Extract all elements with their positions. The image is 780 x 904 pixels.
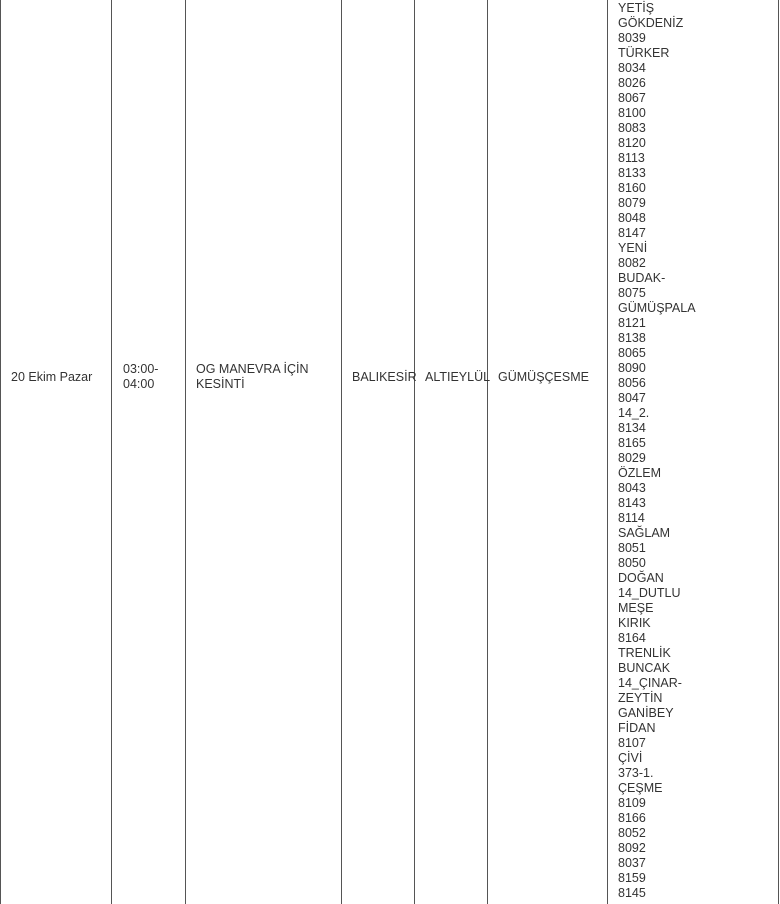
street-item: 14_2. bbox=[618, 406, 650, 420]
street-item: 8075 bbox=[618, 286, 646, 300]
street-item: BUDAK- bbox=[618, 271, 666, 285]
street-item: 8147 bbox=[618, 226, 646, 240]
street-item: 8048 bbox=[618, 211, 646, 225]
street-item: YENİ bbox=[618, 241, 648, 255]
street-item: ZEYTİN bbox=[618, 691, 663, 705]
column-divider bbox=[487, 0, 488, 904]
street-item: 8164 bbox=[618, 631, 646, 645]
street-item: 8039 bbox=[618, 31, 646, 45]
street-item: 8166 bbox=[618, 811, 646, 825]
street-item: TRENLİK bbox=[618, 646, 671, 660]
streets-cell bbox=[618, 1, 728, 901]
street-item: MEŞE bbox=[618, 601, 654, 615]
street-item: 8043 bbox=[618, 481, 646, 495]
street-item: 8050 bbox=[618, 556, 646, 570]
street-item: 8107 bbox=[618, 736, 646, 750]
street-item: 8034 bbox=[618, 61, 646, 75]
street-item: 8029 bbox=[618, 451, 646, 465]
street-item: GANİBEY bbox=[618, 706, 674, 720]
street-item: 14_DUTLU bbox=[618, 586, 681, 600]
street-item: TÜRKER bbox=[618, 46, 670, 60]
district-cell: ALTIEYLÜL bbox=[425, 370, 491, 384]
street-item: 8114 bbox=[618, 511, 645, 525]
street-item: ÇİVİ bbox=[618, 751, 643, 765]
city-cell: BALIKESİR bbox=[352, 370, 417, 384]
column-divider bbox=[185, 0, 186, 904]
street-item: 8079 bbox=[618, 196, 646, 210]
street-item: 14_ÇINAR- bbox=[618, 676, 682, 690]
street-item: 8090 bbox=[618, 361, 646, 375]
street-item: 8113 bbox=[618, 151, 645, 165]
street-item: 8159 bbox=[618, 871, 646, 885]
street-item: 8092 bbox=[618, 841, 646, 855]
street-item: 8082 bbox=[618, 256, 646, 270]
column-divider bbox=[607, 0, 608, 904]
street-item: 8120 bbox=[618, 136, 646, 150]
street-item: GÖKDENİZ bbox=[618, 16, 684, 30]
street-item: 8109 bbox=[618, 796, 646, 810]
street-item: GÜMÜŞPALA bbox=[618, 301, 696, 315]
street-item: 8051 bbox=[618, 541, 646, 555]
column-divider bbox=[414, 0, 415, 904]
street-item: SAĞLAM bbox=[618, 526, 671, 540]
street-item: 8133 bbox=[618, 166, 646, 180]
column-divider bbox=[111, 0, 112, 904]
street-item: DOĞAN bbox=[618, 571, 664, 585]
street-item: 8145 bbox=[618, 886, 646, 900]
street-item: BUNCAK bbox=[618, 661, 671, 675]
street-item: FİDAN bbox=[618, 721, 656, 735]
street-item: 8165 bbox=[618, 436, 646, 450]
time-cell bbox=[123, 362, 178, 392]
street-item: 8065 bbox=[618, 346, 646, 360]
street-item: 8138 bbox=[618, 331, 646, 345]
date-cell: 20 Ekim Pazar bbox=[11, 370, 93, 384]
table-border-left bbox=[0, 0, 1, 904]
time-start: 03:00- bbox=[123, 362, 159, 376]
street-item: 8134 bbox=[618, 421, 646, 435]
street-item: 8052 bbox=[618, 826, 646, 840]
street-item: 8037 bbox=[618, 856, 646, 870]
time-end: 04:00 bbox=[123, 377, 155, 391]
reason-cell: OG MANEVRA İÇİN KESİNTİ bbox=[196, 362, 309, 391]
street-item: 8026 bbox=[618, 76, 646, 90]
street-item: 8047 bbox=[618, 391, 646, 405]
table-border-right bbox=[778, 0, 779, 904]
street-item: KIRIK bbox=[618, 616, 651, 630]
street-item: 8121 bbox=[618, 316, 646, 330]
street-item: 8160 bbox=[618, 181, 646, 195]
street-item: 8056 bbox=[618, 376, 646, 390]
street-item: ÇEŞME bbox=[618, 781, 663, 795]
street-item: ÖZLEM bbox=[618, 466, 662, 480]
street-item: 8083 bbox=[618, 121, 646, 135]
street-item: 8100 bbox=[618, 106, 646, 120]
street-item: 373-1. bbox=[618, 766, 654, 780]
street-item: 8143 bbox=[618, 496, 646, 510]
street-item: YETİŞ bbox=[618, 1, 655, 15]
column-divider bbox=[341, 0, 342, 904]
street-item: 8067 bbox=[618, 91, 646, 105]
neighborhood-cell: GÜMÜŞÇESME bbox=[498, 370, 589, 384]
